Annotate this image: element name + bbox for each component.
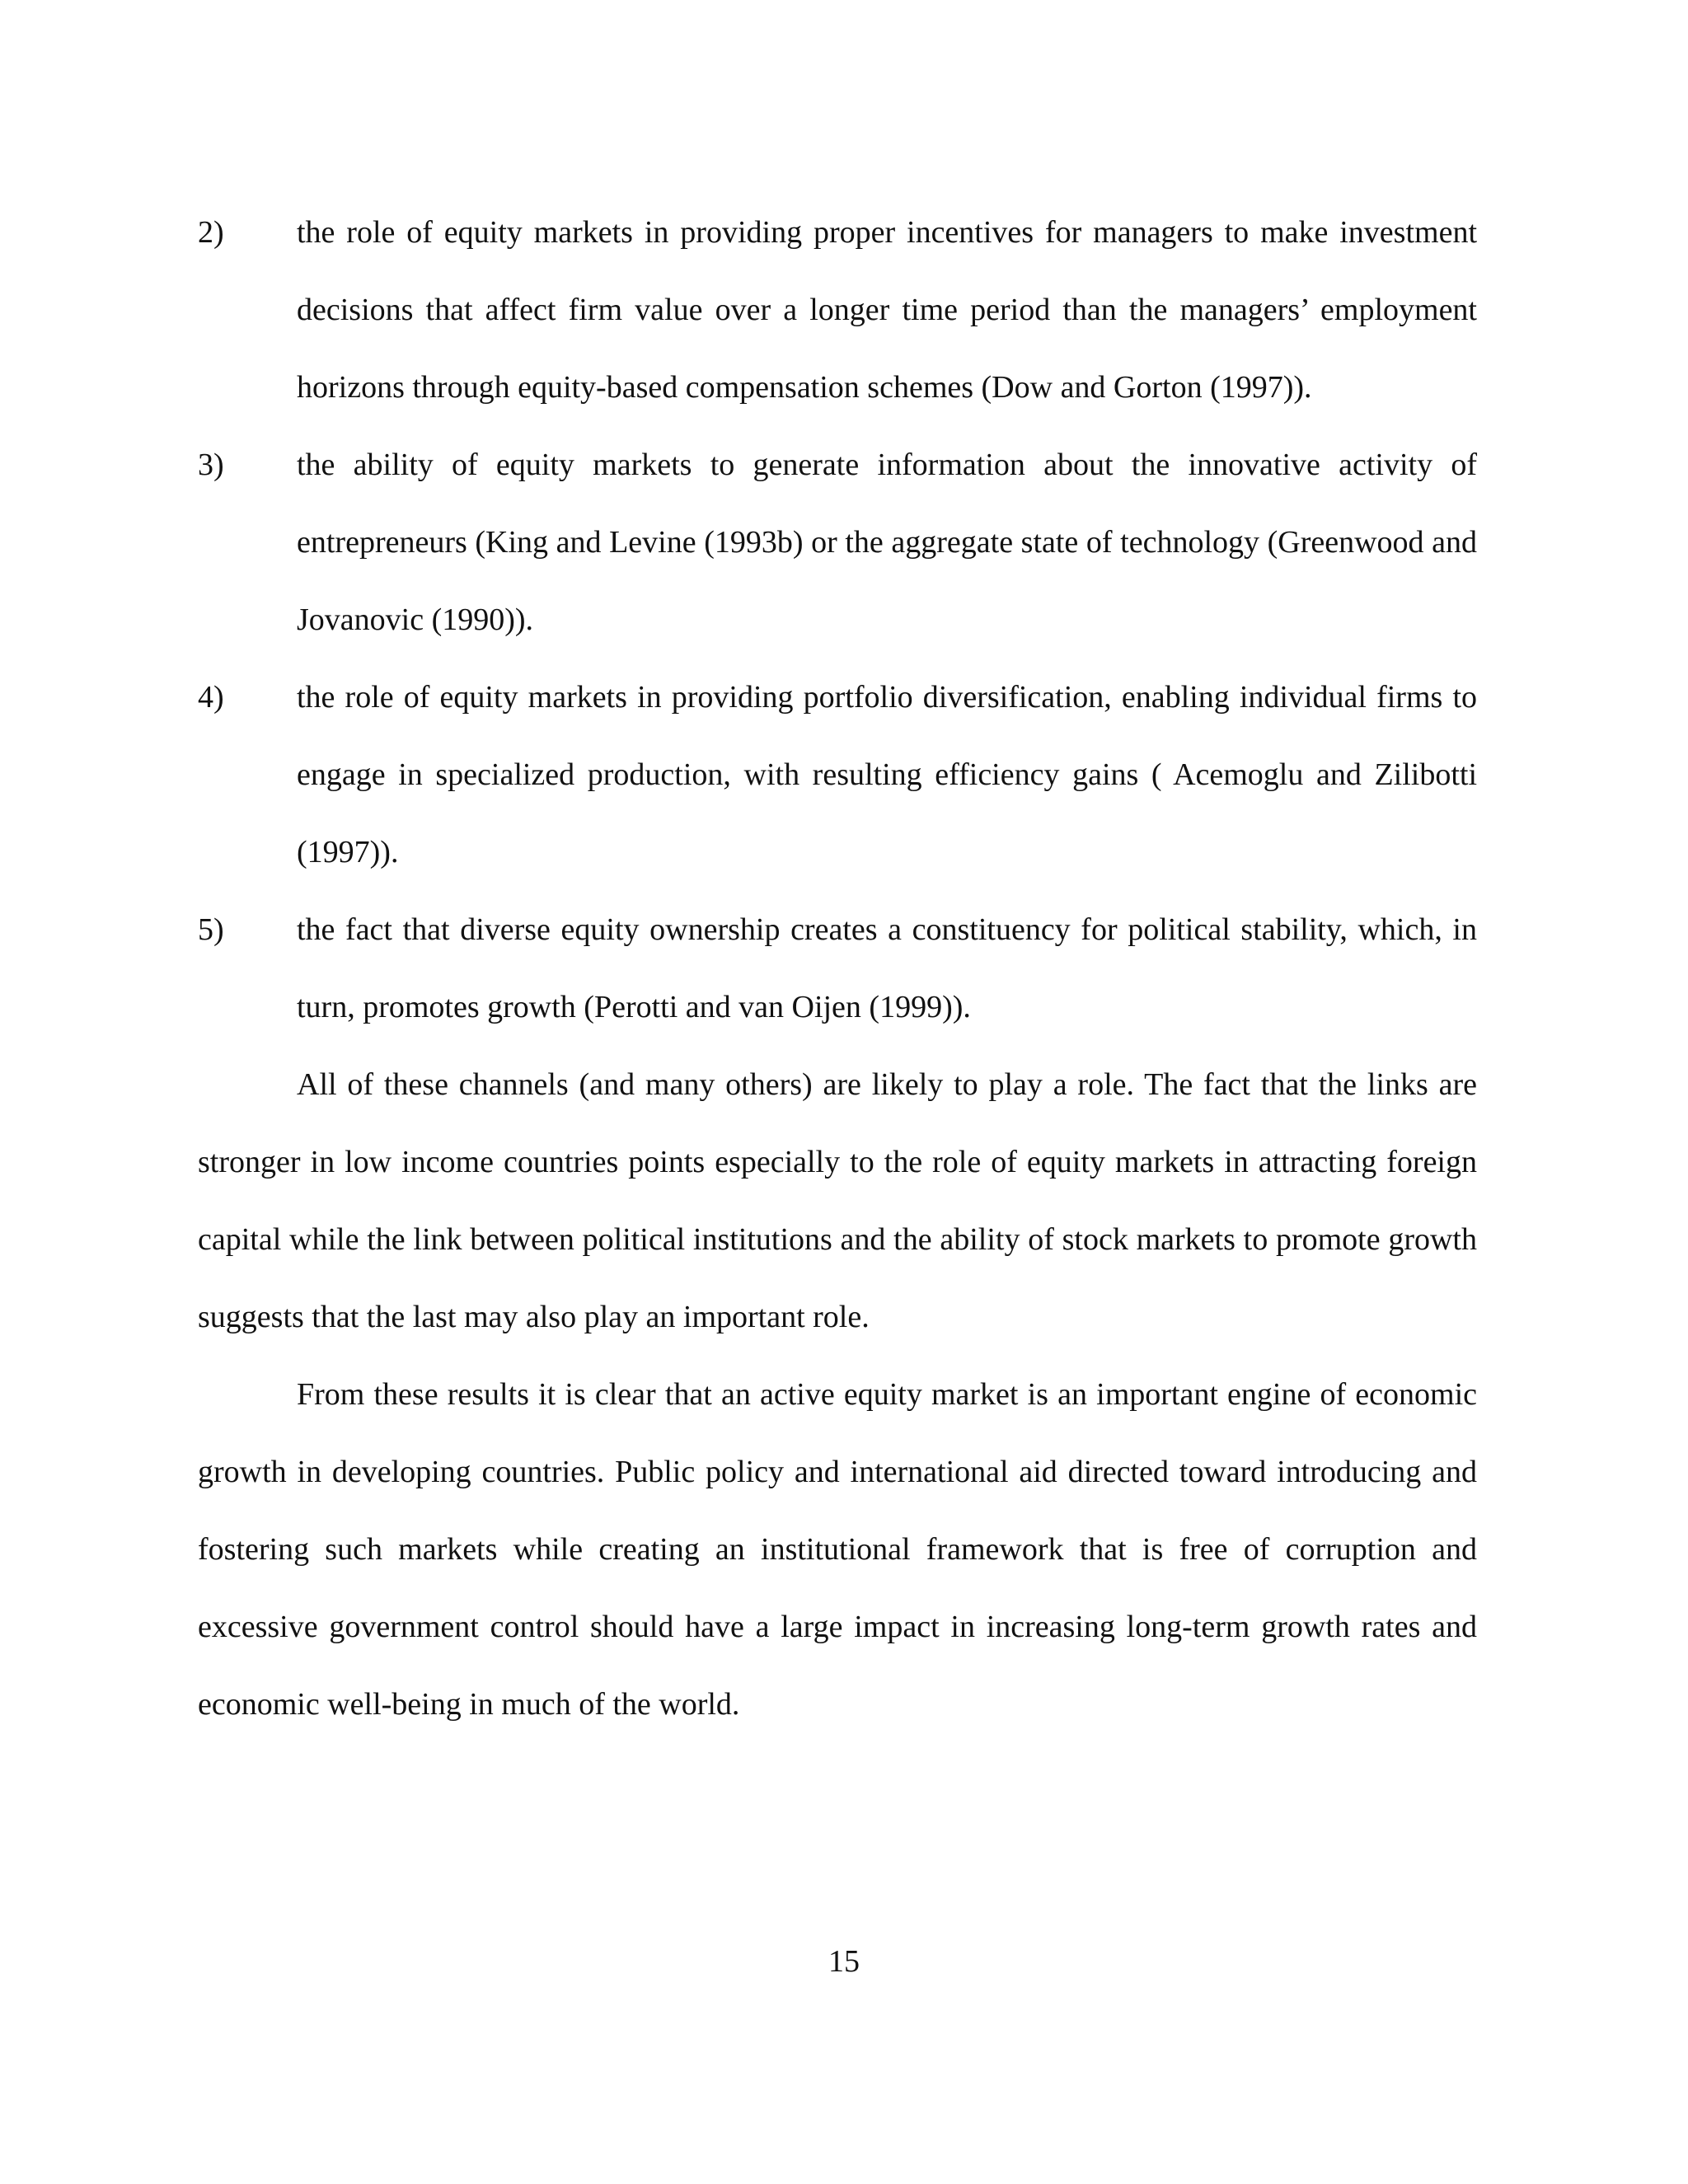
- list-item: [198, 658, 1477, 891]
- list-item-number: 2): [198, 215, 224, 250]
- body-paragraph: From these results it is clear that an active equity market is an important engine of economic growth in developing countries. Public policy and international aid directed toward introducing and fostering such markets while creating an institutional framework that is free of corruption and excessive government control should have a large impact in increasing long-term growth rates and economic well-being in much of the world.: [198, 1377, 1477, 1722]
- list-item-text: the fact that diverse equity ownership creates a constituency for political stability, which, in turn, promotes growth (Perotti and van Oijen (1999)).: [297, 912, 1477, 1024]
- list-item-text: the role of equity markets in providing portfolio diversification, enabling individual firms to engage in specialized production, with resulting efficiency gains ( Acemoglu and Zilibotti (1997)).: [297, 680, 1477, 869]
- list-item: [198, 426, 1477, 658]
- body-paragraph: All of these channels (and many others) are likely to play a role. The fact that the links are stronger in low income countries points especially to the role of equity markets in attracting foreign capital while the link between political institutions and the ability of stock markets to promote growth suggests that the last may also play an important role.: [198, 1067, 1477, 1334]
- page-body: [198, 194, 1477, 1743]
- list-item-number: 5): [198, 912, 224, 947]
- list-item: [198, 194, 1477, 426]
- list-item-number: 3): [198, 448, 224, 482]
- list-item: [198, 891, 1477, 1046]
- list-item-text: the ability of equity markets to generate information about the innovative activity of entrepreneurs (King and Levine (1993b) or the aggregate state of technology (Greenwood and Jovanovic (1990)).: [297, 448, 1477, 637]
- list-item-number: 4): [198, 680, 224, 715]
- page-number: 15: [828, 1944, 860, 1979]
- list-item-text: the role of equity markets in providing proper incentives for managers to make investment decisions that affect firm value over a longer time period than the managers’ employment horizons through equity-based compensation schemes (Dow and Gorton (1997)).: [297, 215, 1477, 405]
